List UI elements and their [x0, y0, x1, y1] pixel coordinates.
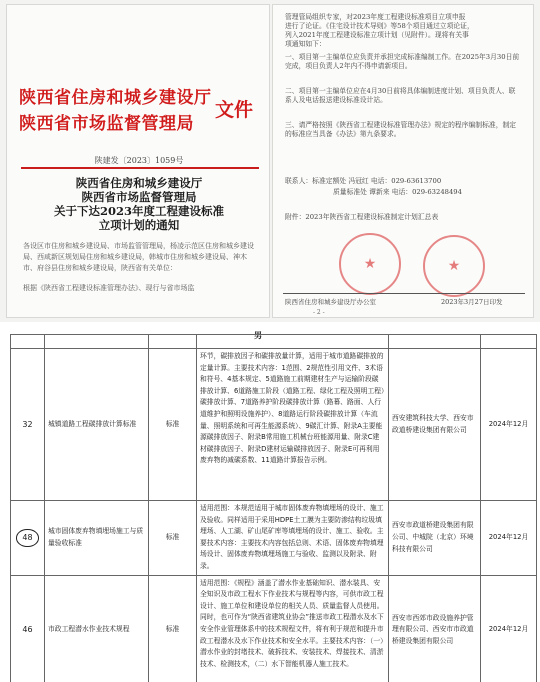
notice-item-1: 一、项目第一主编单位应负责并承担完成标准编制工作。在2025年3月30日前完成，项目负责人2年内不得申请新项目。	[285, 53, 520, 70]
notice-right-line-2: 进行了论证。《住宅设计技术导则》等58个项目通过立项论证，	[285, 22, 474, 30]
contact-line-1: 联系人：标准定额处 冯冠红 电话：029-63613700	[285, 177, 442, 185]
official-seal-market	[423, 235, 485, 297]
project-type: 标准	[149, 501, 197, 576]
attachment-line: 附件：2023年陕西省工程建设标准制定计划汇总表	[285, 213, 439, 221]
issuing-dept-1: 陕西省住房和城乡建设厅	[19, 88, 212, 108]
completion-date	[481, 335, 537, 349]
document-number: 陕建发〔2023〕1059号	[94, 156, 184, 165]
editing-unit: 西安市西郊市政设施养护管理有限公司、西安市市政道桥建设集团有限公司	[389, 575, 481, 682]
page-number: - 2 -	[313, 309, 325, 316]
project-description: 适用范围：《规程》涵盖了潜水作业基础知识、潜水装具、安全知识及市政工程水下作业技术与规程等内容，可供市政工程设计、施工单位和建设单位的相关人员、质量监督人员使用。同时，也可作为“陕西省建筑业协会”推送市政工程潜水及水下安全作业管理体系中的技术规程文件，将有利于规范和提升市政工程潜水及水下作业技术和安全水平。主要技术内容：（一）潜水作业的封堵技术、破拆技术、安装技术、焊接技术、清淤技术、检测技术，（二）水下智能机器人施工技术。	[197, 575, 389, 682]
table-row	[11, 349, 537, 501]
table-top-mark: 男	[254, 330, 262, 340]
official-seal-housing	[339, 233, 401, 295]
project-name: 城市固体废弃物填埋场施工与质量验收标准	[45, 501, 149, 576]
row-number	[11, 335, 45, 349]
table-row	[11, 501, 537, 576]
completion-date: 2024年12月	[481, 349, 537, 501]
project-type: 标准	[149, 349, 197, 501]
project-name: 市政工程潜水作业技术规程	[45, 575, 149, 682]
seal-star-icon: ★	[447, 258, 461, 274]
red-divider	[21, 167, 259, 169]
scanned-notice-area	[0, 0, 540, 322]
notice-page-right	[272, 4, 534, 318]
editing-unit	[389, 335, 481, 349]
contact-line-2: 质量标准处 谭新来 电话：029-63248494	[333, 188, 462, 196]
footer-divider	[283, 293, 525, 294]
project-name: 城镇道路工程碳排放计算标准	[45, 349, 149, 501]
notice-right-line-3: 列入2021年度工程建设标准立项计划（见附件）。现将有关事	[285, 31, 469, 39]
footer-issuer: 陕西省住房和城乡建设厅办公室	[285, 298, 376, 306]
row-number: 32	[11, 349, 45, 501]
table-row	[11, 575, 537, 682]
table-row	[11, 335, 537, 349]
editing-unit: 西安市政道桥建设集团有限公司、中城院（北京）环境科技有限公司	[389, 501, 481, 576]
standards-plan-table	[10, 334, 537, 682]
project-type: 标准	[149, 575, 197, 682]
notice-page-left	[6, 4, 270, 318]
project-description	[197, 335, 389, 349]
seal-star-icon: ★	[363, 256, 377, 272]
completion-date: 2024年12月	[481, 501, 537, 576]
notice-item-2: 二、项目第一主编单位应在4月30日前将具体编制进度计划、项目负责人、联系人及电话报送建设标准设计站。	[285, 87, 516, 104]
project-description: 适用范围：本规范适用于城市固体废弃物填埋场的设计、施工及验收。同样适用于采用HDPE土工膜为主要防渗结构垃圾填埋场、人工湖、矿山尾矿库等填埋场的设计、施工、验收。主要技术内容：主要技术内容包括总则、术语、固体废弃物填埋场设计、固体废弃物填埋场施工与验收、监测以及附录、附录。	[197, 501, 389, 576]
notice-title-line-1: 陕西省住房和城乡建设厅	[75, 176, 203, 190]
notice-right-line-1: 管理管局组织专家，对2023年度工程建设标准项目立项申报	[285, 13, 466, 21]
project-type	[149, 335, 197, 349]
issuing-dept-2: 陕西省市场监督管理局	[19, 114, 194, 134]
project-name	[45, 335, 149, 349]
footer-date: 2023年3月27日印发	[441, 298, 503, 306]
notice-item-3: 三、请严格按照《陕西省工程建设标准管理办法》规定的程序编制标准，制定的标准应当具备《办法》第九条要求。	[285, 121, 517, 138]
plan-table-area	[0, 322, 540, 682]
notice-right-line-4: 项通知如下：	[285, 40, 326, 48]
notice-body-start: 根据《陕西省工程建设标准管理办法》、现行与省市场监	[23, 284, 195, 292]
notice-title-line-3: 关于下达2023年度工程建设标准	[53, 204, 224, 218]
notice-recipients: 各设区市住房和城乡建设局、市场监管管理局，杨凌示范区住房和城乡建设局、西咸新区规划局住房和城乡建设局，韩城市住房和城乡建设局、神木市、府谷县住房和城乡建设局，陕西省有关单位：	[23, 242, 254, 272]
editing-unit: 西安建筑科技大学、西安市政道桥建设集团有限公司	[389, 349, 481, 501]
row-number: 46	[11, 575, 45, 682]
row-number	[11, 501, 45, 576]
document-suffix: 文件	[215, 99, 254, 121]
project-description: 环节，碳排放因子和碳排放量计算，适用于城市道路碳排放的定量计算。主要技术内容：1范围、2规范性引用文件、3术语和符号、4基本规定、5道路施工前期建材生产与运输阶段碳排放计算、6道路施工阶段（道路工程、绿化工程及照明工程）碳排放计算、7道路养护阶段碳排放计算（路幕、路面、人行道维护和照明设施养护）、8道路运行阶段碳排放计算（车流量、照明系统和可再生能源系统）、9碳汇计算、附录A主要能源碳排放因子、附录B常用施工机械台班能源用量、附录C建材碳排放因子、附录D建材运输碳排放因子、附录E可再利用废弃物的减碳系数、11道路计算报告示例。	[197, 349, 389, 501]
notice-title-line-4: 立项计划的通知	[98, 218, 180, 232]
completion-date: 2024年12月	[481, 575, 537, 682]
notice-title-line-2: 陕西省市场监督管理局	[81, 190, 197, 204]
document-header	[19, 81, 259, 145]
circled-row-number: 48	[16, 529, 38, 547]
